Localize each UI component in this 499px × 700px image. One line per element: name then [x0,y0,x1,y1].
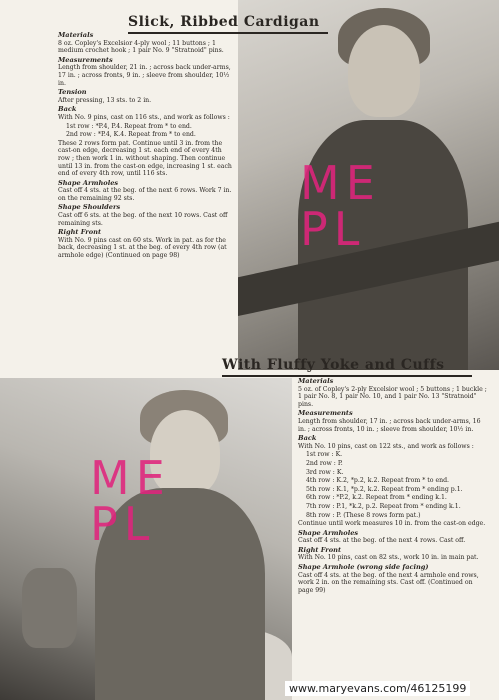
pattern-paragraph: Cast off 4 sts. at the beg. of the next 4 armhole end rows, work 2 in. on the remaining sts. Cast off. (Continued on page 99) [298,571,479,594]
pattern-row: 1st row : K. [306,451,343,459]
pattern-row: 3rd row : K. [306,468,344,476]
watermark-line: PL [300,202,366,256]
watermark [90,451,171,551]
pattern-paragraph: With No. 9 pins cast on 60 sts. Work in pat. as for the back, decreasing 1 st. at the beg. of every 4th row (at armhole edge) (Continued on page 98) [58,236,227,260]
watermark-line: PL [90,497,156,551]
section-heading: Right Front [58,228,102,237]
section-heading: Materials [298,377,334,385]
section-heading: Tension [58,88,87,97]
section-heading: Shape Shoulders [58,203,121,212]
section-heading: Back [58,105,77,114]
pattern-paragraph: With No. 10 pins, cast on 82 sts., work 10 in. in main pat. [298,554,479,562]
model-face [348,25,420,117]
section-heading: Measurements [298,409,353,418]
watermark-line: ME [300,156,381,210]
pattern-row: 7th row : P.1, *k.2, p.2. Repeat from * ending k.1. [306,502,461,510]
pattern-paragraph: With No. 9 pins, cast on 116 sts., and work as follows : [58,113,230,121]
watermark-line: ME [90,451,171,505]
section-heading: Measurements [58,55,113,64]
pattern-paragraph: Cast off 4 sts. at the beg. of the next 6 rows. Work 7 in. on the remaining 92 sts. [58,187,232,202]
section-heading: Back [298,434,317,443]
pattern-paragraph: With No. 10 pins, cast on 122 sts., and work as follows : [298,442,474,450]
section-heading: Shape Armhole (wrong side facing) [298,563,429,572]
pattern-row: 2nd row : P. [306,459,343,467]
section-heading: Shape Armholes [298,528,359,537]
cardigan-pattern-text [58,30,234,261]
source-url[interactable]: www.maryevans.com/46125199 [285,681,470,696]
section-heading: Right Front [298,545,342,554]
pattern-row: 8th row : P. (These 8 rows form pat.) [306,511,421,519]
pattern-paragraph: These 2 rows form pat. Continue until 3 in. from the cast-on edge, decreasing 1 st. each end of every 4th row ; then work 1 in. without shaping. Then continue until 13 in. from the cast-on edge, increasing 1 st. each end of every 4th row, until 116 sts. [58,139,232,178]
watermark [300,156,381,256]
fluffy-yoke-title: With Fluffy Yoke and Cuffs [222,357,445,373]
section-heading: Materials [58,31,94,39]
pattern-row: 4th row : K.2, *p.2, k.2. Repeat from * to end. [306,477,450,485]
pattern-paragraph: 8 oz. Copley's Excelsior 4-ply wool ; 11 buttons ; 1 medium crochet hook ; 1 pair No. 9 "Stratnoid" pins. [58,39,224,55]
cardigan-title: Slick, Ribbed Cardigan [128,14,320,30]
pattern-paragraph: After pressing, 13 sts. to 2 in. [58,96,152,104]
flower-vase [22,568,77,648]
section-heading: Shape Armholes [58,178,119,187]
pattern-row: 5th row : K.1, *p.2, k.2. Repeat from * ending p.1. [306,485,463,493]
pattern-row: 2nd row : *P.4, K.4. Repeat from * to end. [66,131,196,139]
pattern-row: 6th row : *P.2, k.2. Repeat from * ending k.1. [306,494,447,502]
pattern-paragraph: Length from shoulder, 21 in. ; across back under-arms, 17 in. ; across fronts, 9 in. ; sleeve from shoulder, 10½ in. [58,64,231,87]
pattern-paragraph: Cast off 6 sts. at the beg. of the next 10 rows. Cast off remaining sts. [58,212,228,227]
pattern-paragraph: 5 oz. of Copley's 2-ply Excelsior wool ; 5 buttons ; 1 buckle ; 1 pair No. 8, 1 pair No. 10, and 1 pair No. 13 "Stratnoid" pins. [298,385,487,408]
fluffy-yoke-pattern-text [298,376,488,595]
pattern-paragraph: Continue until work measures 10 in. from the cast-on edge. [298,520,486,528]
pattern-paragraph: Cast off 4 sts. at the beg. of the next 4 rows. Cast off. [298,537,466,545]
pattern-row: 1st row : *P.4, P.4. Repeat from * to end. [66,122,192,130]
pattern-paragraph: Length from shoulder, 17 in. ; across back under-arms, 16 in. ; across fronts, 10 in. ; sleeve from shoulder, 10½ in. [298,417,481,433]
